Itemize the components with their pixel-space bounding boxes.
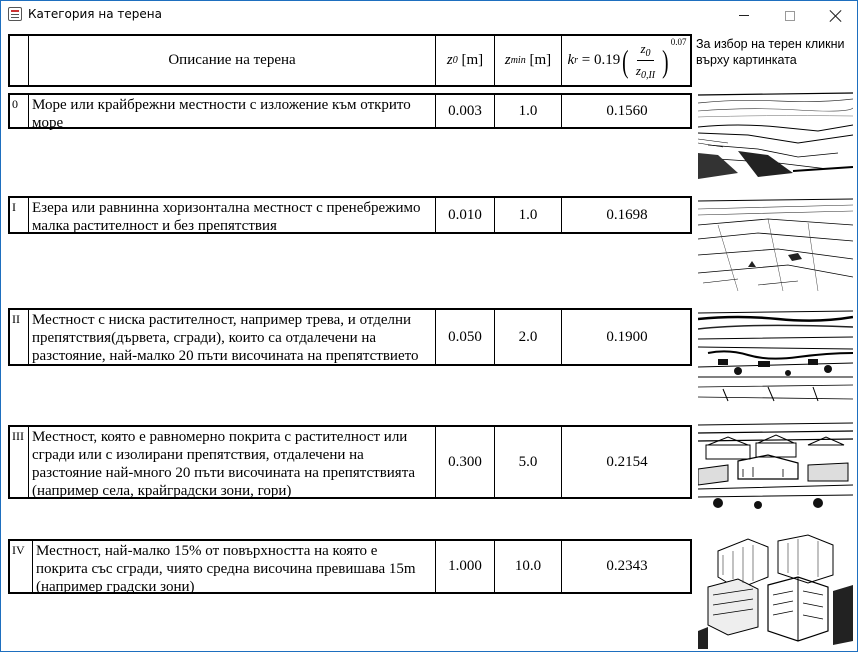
z0-subscript: 0 <box>452 55 458 66</box>
maximize-icon <box>785 11 795 21</box>
table-row <box>8 539 692 594</box>
z0-value: 0.050 <box>435 310 494 364</box>
terrain-image-urban[interactable] <box>698 531 853 649</box>
terrain-description: Езера или равнинна хоризонтална местност с пренебрежимо малка растителност и без препятствия <box>28 198 435 232</box>
terrain-image-suburban[interactable] <box>698 419 853 515</box>
kr-subscript: r <box>574 55 579 66</box>
kr-denominator: z <box>635 62 641 78</box>
header-description-label: Описание на терена <box>168 52 296 68</box>
kr-coefficient: = 0.19 <box>581 52 621 68</box>
zmin-value: 10.0 <box>494 541 561 592</box>
z0-value: 1.000 <box>435 541 494 592</box>
header-zmin <box>494 36 561 85</box>
table-row <box>8 308 692 366</box>
close-icon <box>830 10 842 22</box>
kr-value: 0.1560 <box>561 95 692 127</box>
kr-numerator-subscript: 0 <box>645 47 651 59</box>
minimize-icon <box>739 15 749 16</box>
category-label: 0 <box>12 97 18 111</box>
zmin-value: 1.0 <box>494 95 561 127</box>
terrain-image-sea[interactable] <box>698 83 853 181</box>
header-description <box>28 36 435 85</box>
terrain-description: Море или крайбрежни местности с изложение към открито море <box>28 95 435 127</box>
kr-value: 0.2343 <box>561 541 692 592</box>
terrain-description: Местност с ниска растителност, например трева, и отделни препятствия(дървета, сгради), които са отдалечени на разстояние, най-малко 20 пъти височината на препятствието <box>28 310 435 364</box>
zmin-value: 5.0 <box>494 427 561 497</box>
zmin-subscript: min <box>510 55 526 66</box>
close-paren: ) <box>662 42 669 79</box>
zmin-value: 2.0 <box>494 310 561 364</box>
header-category-cell <box>10 36 28 85</box>
header-z0 <box>435 36 494 85</box>
zmin-symbol: z <box>504 52 511 68</box>
kr-value: 0.1900 <box>561 310 692 364</box>
kr-exponent: 0.07 <box>670 36 687 47</box>
title-bar[interactable] <box>1 1 857 30</box>
app-icon <box>8 7 22 21</box>
kr-value: 0.1698 <box>561 198 692 232</box>
category-label: I <box>12 200 16 214</box>
header-kr <box>561 36 692 85</box>
table-row <box>8 93 692 129</box>
category-label: IV <box>12 543 25 557</box>
kr-denominator-subscript: 0,II <box>640 69 656 81</box>
table-header <box>8 34 692 87</box>
z0-symbol: z <box>446 52 453 68</box>
open-paren: ( <box>622 42 629 79</box>
maximize-button[interactable] <box>767 1 813 30</box>
z0-unit: [m] <box>461 52 484 68</box>
z0-value: 0.010 <box>435 198 494 232</box>
minimize-button[interactable] <box>721 1 767 30</box>
z0-value: 0.300 <box>435 427 494 497</box>
window-title: Категория на терена <box>28 7 162 21</box>
category-label: II <box>12 312 20 326</box>
terrain-description: Местност, която е равномерно покрита с растителност или сгради или с изолирани препятствия, отдалечени на разстояние най-много 20 пъти височината на препятствията (например села, крайградски зони, гори) <box>28 427 435 497</box>
kr-numerator: z <box>640 40 646 56</box>
close-button[interactable] <box>813 1 858 30</box>
terrain-description: Местност, най-малко 15% от повърхността на която е покрита със сгради, чиято средна височина превишава 15m (например градски зони) <box>32 541 435 592</box>
zmin-value: 1.0 <box>494 198 561 232</box>
category-label: III <box>12 429 24 443</box>
kr-value: 0.2154 <box>561 427 692 497</box>
terrain-image-low-vegetation[interactable] <box>698 307 853 403</box>
zmin-unit: [m] <box>529 52 552 68</box>
kr-fraction <box>633 41 658 81</box>
selection-hint: За избор на терен кликни върху картинката <box>696 37 845 67</box>
terrain-image-lake[interactable] <box>698 195 853 293</box>
kr-formula <box>567 36 687 81</box>
table-row <box>8 196 692 234</box>
kr-symbol: k <box>567 52 575 68</box>
table-row <box>8 425 692 499</box>
z0-value: 0.003 <box>435 95 494 127</box>
